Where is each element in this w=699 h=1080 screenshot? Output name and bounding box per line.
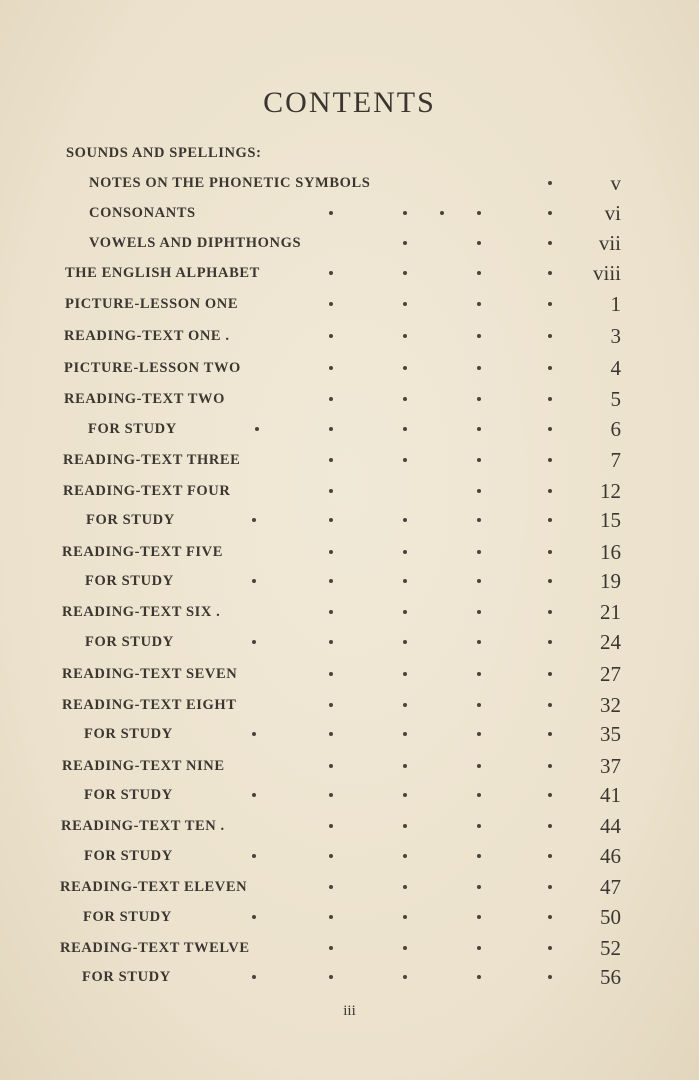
leader-dot [548,334,552,338]
leader-dot [329,302,333,306]
leader-dot [329,458,333,462]
leader-dot [403,334,407,338]
leader-dot [252,518,256,522]
leader-dot [477,915,481,919]
leader-dot [477,579,481,583]
toc-entry [0,569,699,603]
leader-dot [477,703,481,707]
leader-dot [548,703,552,707]
leader-dot [329,672,333,676]
leader-dot [403,211,407,215]
toc-entry-label: READING-TEXT ONE . [64,328,230,344]
toc-page-number: 21 [600,600,621,624]
toc-page-number: viii [592,261,621,285]
leader-dot [252,975,256,979]
toc-entry [0,844,699,878]
leader-dot [403,946,407,950]
toc-entry [0,508,699,542]
toc-entry [0,965,699,999]
toc-page-number: 7 [610,448,621,472]
leader-dot [477,427,481,431]
leader-dot [477,764,481,768]
leader-dot [329,518,333,522]
toc-page-number: 50 [600,905,621,929]
leader-dot [548,366,552,370]
leader-dot [548,824,552,828]
toc-entry-label: READING-TEXT EIGHT [62,697,237,713]
leader-dot [477,241,481,245]
toc-page-number: 35 [600,722,621,746]
leader-dot [403,854,407,858]
toc-page-number: 5 [610,387,621,411]
toc-page-number: 16 [600,540,621,564]
leader-dot [548,854,552,858]
toc-page-number: 52 [600,936,621,960]
leader-dot [548,946,552,950]
leader-dot [329,211,333,215]
leader-dot [252,915,256,919]
leader-dot [329,885,333,889]
toc-entry [0,630,699,664]
leader-dot [548,793,552,797]
toc-entry [0,783,699,817]
leader-dot [548,397,552,401]
toc-entry [0,356,699,390]
leader-dot [477,489,481,493]
toc-entry-label: FOR STUDY [84,726,173,742]
toc-page-number: 46 [600,844,621,868]
toc-entry-label: FOR STUDY [84,848,173,864]
leader-dot [477,518,481,522]
leader-dot [548,271,552,275]
toc-entry-label: FOR STUDY [85,634,174,650]
leader-dot [329,489,333,493]
leader-dot [477,946,481,950]
toc-page-number: 19 [600,569,621,593]
toc-entry-label: READING-TEXT THREE [63,452,241,468]
leader-dot [477,610,481,614]
toc-page-number: 32 [600,693,621,717]
toc-page-number: 56 [600,965,621,989]
leader-dot [477,271,481,275]
leader-dot [403,885,407,889]
leader-dot [329,946,333,950]
toc-entry-label: CONSONANTS [89,205,196,221]
toc-entry-label: NOTES ON THE PHONETIC SYMBOLS [89,175,371,191]
leader-dot [252,640,256,644]
toc-entry [0,722,699,756]
toc-entry-label: PICTURE-LESSON TWO [64,360,241,376]
leader-dot [403,793,407,797]
leader-dot [252,579,256,583]
toc-entry-label: FOR STUDY [86,512,175,528]
leader-dot [548,427,552,431]
toc-page-number: 41 [600,783,621,807]
leader-dot [329,427,333,431]
leader-dot [548,241,552,245]
toc-entry-label: READING-TEXT ELEVEN [60,879,248,895]
leader-dot [403,427,407,431]
leader-dot [477,302,481,306]
page-number-footer: iii [343,1003,356,1019]
leader-dot [548,579,552,583]
leader-dot [403,975,407,979]
leader-dot [548,764,552,768]
leader-dot [329,550,333,554]
leader-dot [548,732,552,736]
leader-dot [477,550,481,554]
leader-dot [329,334,333,338]
toc-entry [0,662,699,696]
leader-dot [329,366,333,370]
leader-dot [403,764,407,768]
leader-dot [548,915,552,919]
toc-entry [0,324,699,358]
toc-entry-label: VOWELS AND DIPHTHONGS [89,235,302,251]
toc-entry [0,905,699,939]
leader-dot [548,181,552,185]
toc-page-number: 12 [600,479,621,503]
leader-dot [329,640,333,644]
leader-dot [548,302,552,306]
leader-dot [329,703,333,707]
leader-dot [548,885,552,889]
toc-page-number: vi [604,201,621,225]
leader-dot [329,579,333,583]
leader-dot [403,672,407,676]
leader-dot [252,793,256,797]
leader-dot [548,518,552,522]
toc-entry [0,292,699,326]
leader-dot [477,334,481,338]
leader-dot [255,427,259,431]
leader-dot [403,640,407,644]
leader-dot [477,397,481,401]
leader-dot [329,915,333,919]
toc-page-number: 15 [600,508,621,532]
leader-dot [440,211,444,215]
leader-dot [477,458,481,462]
toc-page-number: 27 [600,662,621,686]
leader-dot [477,732,481,736]
toc-entry-label: READING-TEXT FOUR [63,483,231,499]
toc-page-number: 4 [610,356,621,380]
leader-dot [548,211,552,215]
toc-page-number: v [610,171,621,195]
leader-dot [403,397,407,401]
toc-page-number: 44 [600,814,621,838]
leader-dot [329,610,333,614]
leader-dot [329,271,333,275]
toc-page-number: 6 [610,417,621,441]
leader-dot [548,489,552,493]
leader-dot [403,550,407,554]
leader-dot [548,672,552,676]
toc-entry-label: SOUNDS AND SPELLINGS: [66,145,262,161]
toc-page-number: 1 [610,292,621,316]
toc-entry-label: READING-TEXT FIVE [62,544,223,560]
toc-entry-label: READING-TEXT TWELVE [60,940,250,956]
leader-dot [548,610,552,614]
toc-entry-label: READING-TEXT NINE [62,758,225,774]
leader-dot [403,302,407,306]
leader-dot [477,793,481,797]
leader-dot [477,885,481,889]
leader-dot [403,271,407,275]
leader-dot [548,458,552,462]
leader-dot [403,458,407,462]
leader-dot [329,764,333,768]
toc-page-number: 47 [600,875,621,899]
leader-dot [329,397,333,401]
leader-dot [477,366,481,370]
leader-dot [329,793,333,797]
leader-dot [403,703,407,707]
toc-entry-label: FOR STUDY [88,421,177,437]
toc-entry-label: FOR STUDY [84,787,173,803]
leader-dot [477,854,481,858]
toc-entry-label: READING-TEXT TEN . [61,818,225,834]
leader-dot [403,824,407,828]
leader-dot [548,975,552,979]
leader-dot [329,732,333,736]
leader-dot [252,732,256,736]
leader-dot [403,915,407,919]
toc-page-number: 24 [600,630,621,654]
leader-dot [329,854,333,858]
leader-dot [403,366,407,370]
toc-entry-label: READING-TEXT TWO [64,391,225,407]
toc-entry-label: FOR STUDY [85,573,174,589]
page-title: CONTENTS [263,86,436,119]
toc-entry [0,417,699,451]
leader-dot [403,579,407,583]
toc-page-number: 37 [600,754,621,778]
toc-entry-label: THE ENGLISH ALPHABET [65,265,260,281]
leader-dot [477,211,481,215]
toc-entry-label: READING-TEXT SEVEN [62,666,238,682]
toc-entry [0,261,699,295]
toc-entry-label: READING-TEXT SIX . [62,604,221,620]
leader-dot [548,550,552,554]
leader-dot [329,975,333,979]
leader-dot [329,824,333,828]
leader-dot [403,732,407,736]
leader-dot [548,640,552,644]
toc-entry-label: FOR STUDY [82,969,171,985]
leader-dot [477,824,481,828]
toc-entry [0,448,699,482]
leader-dot [252,854,256,858]
leader-dot [403,610,407,614]
toc-entry-label: FOR STUDY [83,909,172,925]
leader-dot [403,241,407,245]
toc-entry-label: PICTURE-LESSON ONE [65,296,239,312]
leader-dot [477,640,481,644]
leader-dot [403,518,407,522]
leader-dot [477,975,481,979]
toc-page-number: 3 [610,324,621,348]
toc-page-number: vii [598,231,621,255]
leader-dot [477,672,481,676]
